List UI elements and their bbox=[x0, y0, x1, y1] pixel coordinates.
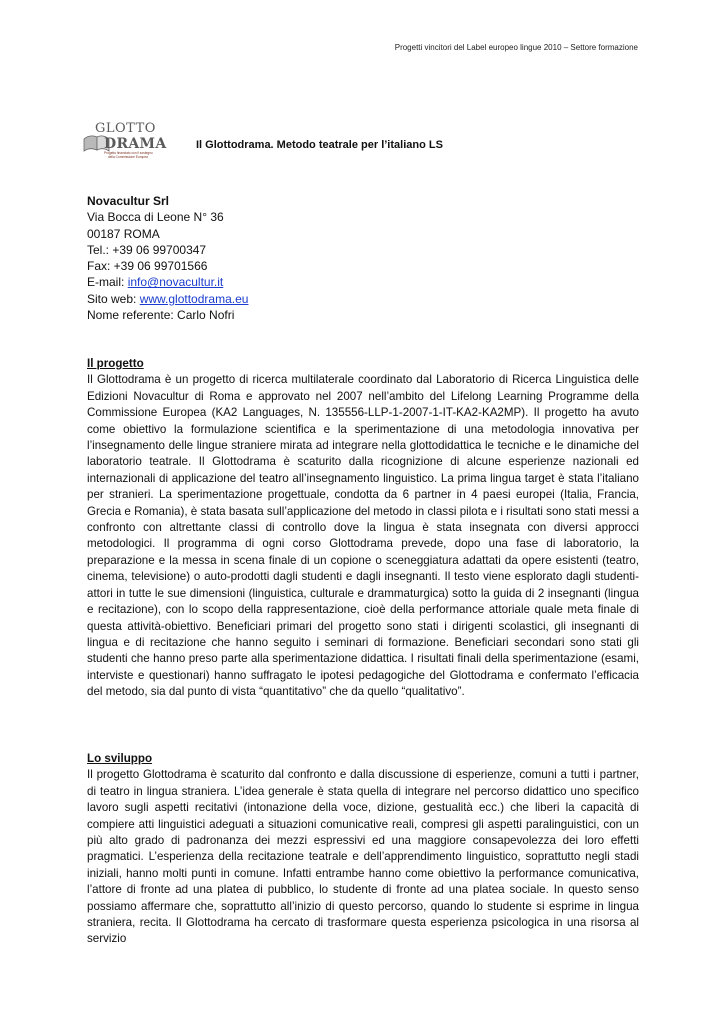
logo-tagline2: della Commissione Europea bbox=[108, 155, 148, 159]
contact-block bbox=[87, 193, 647, 323]
logo-line2: DRAMA bbox=[104, 136, 167, 152]
website-label: Sito web: bbox=[87, 291, 137, 306]
email-line bbox=[87, 274, 647, 290]
section-body: Il progetto Glottodrama è scaturito dal confronto e dalla discussione di esperienze, comuni a tutti i partner, di teatro in lingua straniera. L’idea generale è stata quella di integrare nel percorso didattico uno specifico lavoro sugli aspetti recitativi (intonazione della voce, dizione, gestualità ecc.) che liberi la capacità di compiere atti linguistici adeguati a situazioni comunicative reali, compresi gli aspetti paralinguistici, con un più alto grado di padronanza dei mezzi espressivi ed una maggiore consapevolezza dei loro effetti pragmatici. L’esperienza della recitazione teatrale e dell’apprendimento linguistico, soprattutto negli stadi iniziali, hanno molti punti in comune. Infatti entrambe hanno come obiettivo la performance comunicativa, l’attore di fronte ad una platea di pubblico, lo studente di fronte ad una platea sociale. In questo senso possiamo affermare che, soprattutto all’inizio di questo percorso, quando lo studente si esprime in lingua straniera, recita. Il Glottodrama ha cercato di trasformare questa esperienza psicologica in una risorsa al servizio bbox=[87, 768, 639, 946]
address-line1: Via Bocca di Leone N° 36 bbox=[87, 210, 224, 225]
website-line bbox=[87, 291, 647, 307]
telephone: Tel.: +39 06 99700347 bbox=[87, 242, 207, 257]
logo-tagline1: Progetto finanziato con il sostegno bbox=[104, 151, 153, 155]
email-link[interactable]: info@novacultur.it bbox=[127, 275, 224, 290]
website-link[interactable]: www.glottodrama.eu bbox=[139, 291, 249, 306]
section-il-progetto bbox=[87, 356, 639, 701]
address-line2: 00187 ROMA bbox=[87, 226, 160, 241]
organization-name: Novacultur Srl bbox=[87, 194, 170, 208]
email-label: E-mail: bbox=[87, 275, 125, 290]
fax: Fax: +39 06 99701566 bbox=[87, 259, 208, 274]
section-lo-sviluppo bbox=[87, 751, 639, 948]
section-heading: Lo sviluppo bbox=[87, 752, 153, 765]
logo-line1: GLOTTO bbox=[95, 121, 156, 136]
document-title: Il Glottodrama. Metodo teatrale per l’italiano LS bbox=[196, 139, 443, 151]
section-body: Il Glottodrama è un progetto di ricerca multilaterale coordinato dal Laboratorio di Ricerca Linguistica delle Edizioni Novacultur di Roma e approvato nel 2007 nell’ambito del Lifelong Learning Programme della Commissione Europea (KA2 Languages, N. 135556-LLP-1-2007-1-IT-KA2-KA2MP). Il progetto ha avuto come obiettivo la formulazione scientifica e la sperimentazione di una metodologia innovativa per l’insegnamento delle lingue straniere mirata ad integrare nella glottodidattica le tecniche e le dinamiche del laboratorio teatrale. Il Glottodrama è scaturito dalla ricognizione di alcune esperienze nazionali ed internazionali di applicazione del teatro all’insegnamento linguistico. La prima lingua target è stata l’italiano per stranieri. La sperimentazione progettuale, condotta da 6 partner in 4 paesi europei (Italia, Francia, Grecia e Romania), è stata basata sull’applicazione del metodo in classi pilota e i risultati sono stati messi a confronto con altrettante classi di controllo dove la lingua è stata insegnata con diversi approcci metodologici. Il programma di ogni corso Glottodrama prevede, dopo una fase di laboratorio, la preparazione e la messa in scena finale di un copione o sceneggiatura adattati da opere esistenti (teatro, cinema, televisione) o auto-prodotti dagli studenti e dagli insegnanti. Il testo viene esplorato dagli studenti-attori in tutte le sue dimensioni (linguistica, culturale e drammaturgica) sotto la guida di 2 insegnanti (lingua e recitazione), con lo scopo della rappresentazione, cioè della performance attoriale quale meta finale di questa attività-obiettivo. Beneficiari primari del progetto sono stati i dirigenti scolastici, gli insegnanti di lingua e di recitazione che hanno seguito i seminari di formazione. Beneficiari secondari sono stati gli studenti che hanno preso parte alla sperimentazione didattica. I risultati finali della sperimentazione (esami, interviste e questionari) hanno suffragato le ipotesi pedagogiche del Glottodrama e confermato l’efficacia del metodo, sia dal punto di vista “quantitativo” che da quello “qualitativo”. bbox=[87, 373, 639, 699]
section-heading: Il progetto bbox=[87, 357, 144, 370]
running-header: Progetti vincitori del Label europeo lingue 2010 – Settore formazione bbox=[394, 43, 638, 52]
glottodrama-logo-graphic bbox=[82, 117, 174, 161]
glottodrama-logo bbox=[82, 117, 174, 161]
referent-name: Nome referente: Carlo Nofri bbox=[87, 308, 235, 323]
